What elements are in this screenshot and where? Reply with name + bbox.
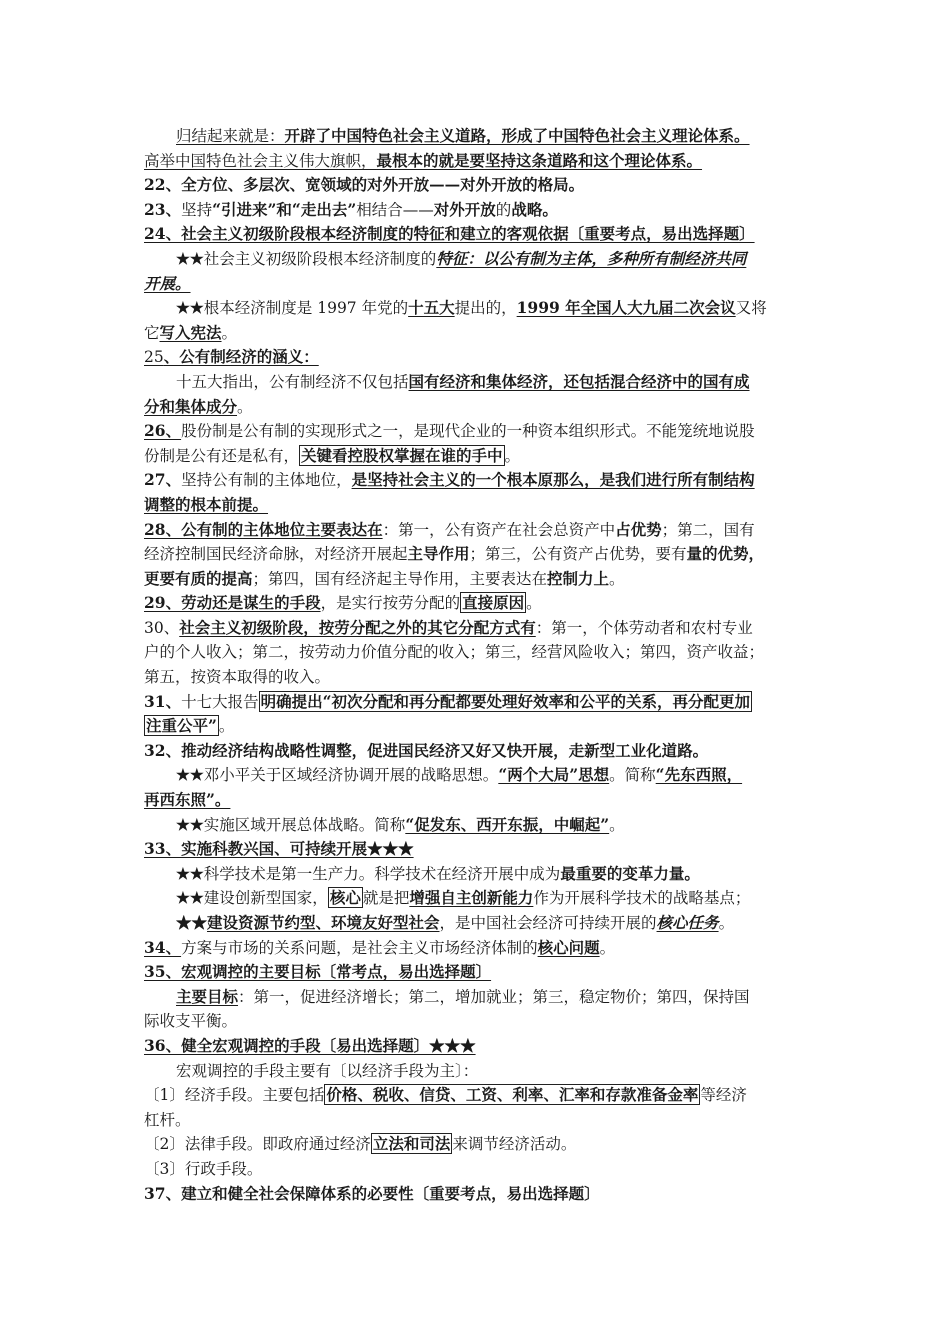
text-line: 经济控制国民经济命脉，对经济开展起主导作用；第三，公有资产占优势，要有量的优势， bbox=[144, 544, 765, 564]
text-line: 户的个人收入；第二，按劳动力价值分配的收入；第三，经营风险收入；第四，资产收益； bbox=[144, 643, 765, 662]
heading-34: 34、方案与市场的关系问题，是社会主义市场经济体制的核心问题。 bbox=[144, 937, 616, 957]
text-line: 分和集体成分。 bbox=[144, 396, 253, 416]
boxed-keyphrase: 核心 bbox=[329, 888, 361, 908]
text-line: 份制是公有还是私有， 关键看控股权掌握在谁的手中 。 bbox=[144, 445, 521, 465]
text-line: 它写入宪法。 bbox=[144, 322, 238, 342]
text-line: 再西东照”。 bbox=[144, 790, 231, 810]
text-line: ★★根本经济制度是 1997 年党的十五大提出的，1999 年全国人大九届二次会议又将 bbox=[176, 298, 767, 318]
star-icon: ★★ bbox=[176, 248, 204, 268]
boxed-keyphrase: 明确提出“初次分配和再分配都要处理好效率和公平的关系，再分配更加 bbox=[260, 691, 751, 711]
text-line: 更要有质的提高；第四，国有经济起主导作用，主要表达在控制力上。 bbox=[144, 568, 625, 588]
text-line: 第五，按资本取得的收入。 bbox=[144, 668, 331, 687]
star-icon: ★★ bbox=[176, 888, 204, 908]
boxed-keyphrase: 注重公平” bbox=[146, 716, 217, 736]
text-line: ★★邓小平关于区域经济协调开展的战略思想。“两个大局”思想。简称“先东西照， bbox=[176, 765, 743, 785]
heading-27: 27、坚持公有制的主体地位，是坚持社会主义的一个根本原那么，是我们进行所有制结构 bbox=[144, 470, 755, 490]
heading-24: 24、社会主义初级阶段根本经济制度的特征和建立的客观依据〔重要考点，易出选择题〕 bbox=[144, 224, 755, 244]
boxed-keyphrase: 关键看控股权掌握在谁的手中 bbox=[301, 445, 503, 465]
heading-35: 35、宏观调控的主要目标〔常考点，易出选择题〕 bbox=[144, 962, 492, 982]
text-line: 高举中国特色社会主义伟大旗帜，最根本的就是要坚持这条道路和这个理论体系。 bbox=[144, 150, 703, 170]
heading-31: 31、十七大报告 明确提出“初次分配和再分配都要处理好效率和公平的关系，再分配更加 bbox=[144, 691, 751, 711]
text-line: 注重公平” 。 bbox=[146, 716, 235, 736]
text-line: ★★建设创新型国家， 核心 就是把增强自主创新能力作为开展科学技术的战略基点； bbox=[176, 888, 751, 908]
text-line: 杠杆。 bbox=[144, 1110, 191, 1129]
heading-29: 29、劳动还是谋生的手段，是实行按劳分配的 直接原因 。 bbox=[144, 593, 542, 613]
text-line: 际收支平衡。 bbox=[144, 1012, 238, 1031]
text-line: 开展。 bbox=[144, 273, 191, 293]
heading-30: 30、社会主义初级阶段，按劳分配之外的其它分配方式有：第一，个体劳动者和农村专业 bbox=[144, 617, 753, 637]
star-icon: ★★ bbox=[176, 298, 204, 318]
star-icon: ★★ bbox=[176, 765, 204, 785]
document-body bbox=[144, 124, 814, 1206]
heading-36: 36、健全宏观调控的手段〔易出选择题〕★★★ bbox=[144, 1035, 476, 1055]
heading-32: 32、推动经济结构战略性调整，促进国民经济又好又快开展，走新型工业化道路。 bbox=[144, 740, 709, 760]
heading-33: 33、实施科教兴国、可持续开展★★★ bbox=[144, 839, 414, 859]
star-icon: ★★ bbox=[176, 814, 204, 834]
text-line: 调整的根本前提。 bbox=[144, 494, 269, 514]
star-icon: ★★ bbox=[176, 863, 204, 883]
text-line: 十五大指出，公有制经济不仅包括国有经济和集体经济，还包括混合经济中的国有成 bbox=[176, 371, 750, 391]
text-line: 主要目标：第一，促进经济增长；第二，增加就业；第三，稳定物价；第四，保持国 bbox=[176, 986, 750, 1006]
text-line: ★★社会主义初级阶段根本经济制度的特征：以公有制为主体，多种所有制经济共同 bbox=[176, 248, 747, 268]
text-line: 归结起来就是：开辟了中国特色社会主义道路，形成了中国特色社会主义理论体系。 bbox=[176, 126, 750, 145]
boxed-keyphrase: 立法和司法 bbox=[372, 1134, 451, 1154]
heading-23: 23、坚持“引进来”和“走出去”相结合——对外开放的战略。 bbox=[144, 199, 558, 219]
heading-28: 28、公有制的主体地位主要表达在：第一，公有资产在社会总资产中占优势；第二，国有 bbox=[144, 519, 755, 539]
boxed-keyphrase: 价格、税收、信贷、工资、利率、汇率和存款准备金率 bbox=[326, 1085, 699, 1105]
boxed-keyphrase: 直接原因 bbox=[462, 593, 525, 613]
star-icon: ★★ bbox=[176, 913, 208, 932]
text-line: 〔3〕行政手段。 bbox=[144, 1159, 263, 1178]
text-line: 〔1〕经济手段。主要包括 价格、税收、信贷、工资、利率、汇率和存款准备金率 等经济 bbox=[144, 1085, 747, 1105]
text-line: 〔2〕法律手段。即政府通过经济 立法和司法 来调节经济活动。 bbox=[144, 1134, 577, 1154]
heading-22: 22、全方位、多层次、宽领域的对外开放——对外开放的格局。 bbox=[144, 175, 585, 195]
text-line: ★★科学技术是第一生产力。科学技术在经济开展中成为最重要的变革力量。 bbox=[176, 863, 700, 883]
heading-25: 25、公有制经济的涵义： bbox=[144, 347, 319, 367]
text-line: ★★建设资源节约型、环境友好型社会，是中国社会经济可持续开展的核心任务。 bbox=[176, 913, 735, 932]
text-line: ★★实施区域开展总体战略。简称“促发东、西开东振，中崛起”。 bbox=[176, 814, 625, 834]
heading-37: 37、建立和健全社会保障体系的必要性〔重要考点，易出选择题〕 bbox=[144, 1183, 600, 1203]
text-line: 宏观调控的手段主要有〔以经济手段为主〕： bbox=[176, 1061, 479, 1080]
heading-26: 26、股份制是公有制的实现形式之一，是现代企业的一种资本组织形式。不能笼统地说股 bbox=[144, 421, 755, 441]
